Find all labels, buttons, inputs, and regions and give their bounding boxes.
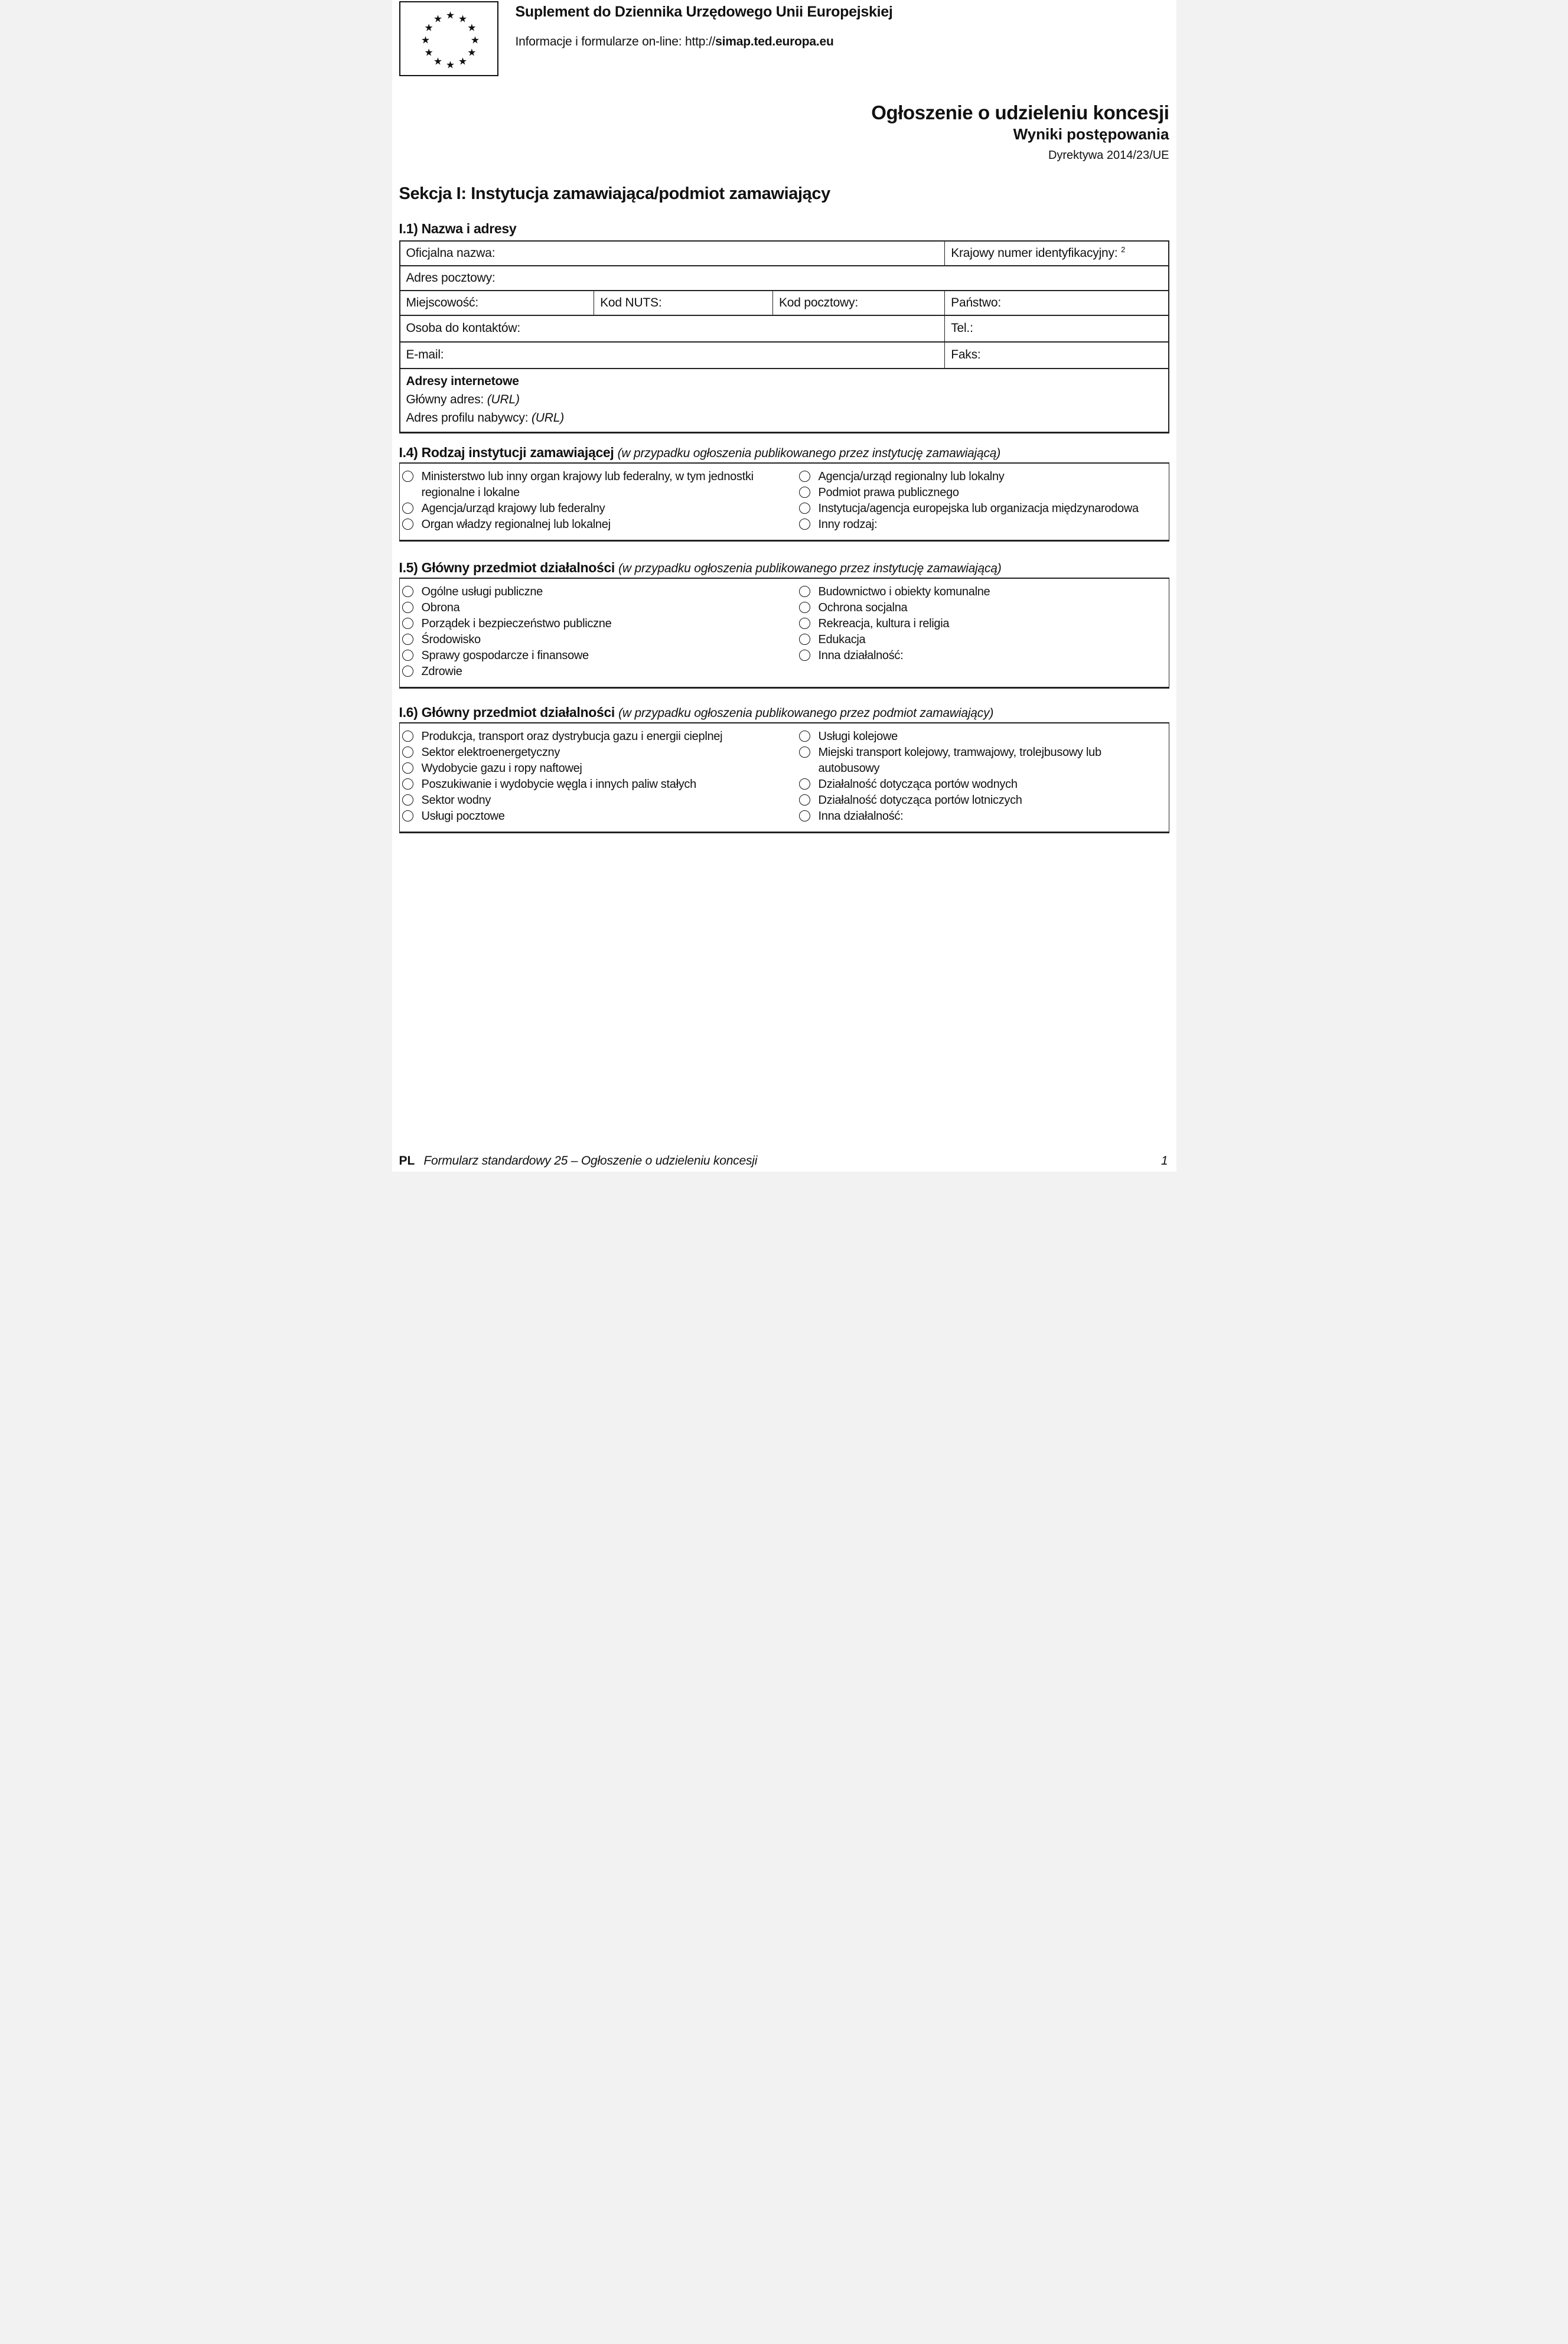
radio-button-icon[interactable]	[402, 794, 413, 806]
radio-button-icon[interactable]	[402, 778, 413, 790]
radio-option	[402, 632, 799, 648]
star-icon: ★	[470, 34, 480, 46]
radio-option	[402, 600, 799, 616]
radio-option	[799, 616, 1164, 632]
radio-option-label: Inna działalność:	[818, 809, 904, 823]
radio-option	[799, 501, 1164, 517]
field-contact-person	[400, 316, 945, 341]
radio-option-label: Sektor elektroenergetyczny	[421, 745, 560, 759]
postal-address-label: Adres pocztowy:	[406, 270, 495, 285]
radio-option-label: Agencja/urząd krajowy lub federalny	[421, 501, 605, 515]
buyer-profile-line	[406, 411, 1168, 425]
eu-flag-logo	[399, 1, 498, 76]
radio-option	[799, 632, 1164, 648]
nuts-code-label: Kod NUTS:	[600, 295, 662, 309]
star-icon: ★	[445, 59, 455, 71]
telephone-label: Tel.:	[951, 321, 973, 335]
i5-heading: I.5) Główny przedmiot działalności (w przypadku ogłoszenia publikowanego przez instytucję zamawiającą)	[399, 559, 1002, 575]
table-row	[400, 315, 1168, 341]
radio-option-label: Obrona	[421, 601, 460, 614]
table-row	[400, 265, 1168, 290]
online-info-line	[516, 35, 893, 49]
field-nuts-code	[594, 291, 772, 315]
radio-button-icon[interactable]	[402, 471, 413, 482]
field-postal-address	[400, 266, 1168, 290]
table-row	[400, 290, 1168, 315]
table-row	[400, 368, 1168, 432]
radio-option-label: Działalność dotycząca portów lotniczych	[818, 793, 1022, 807]
radio-option	[799, 729, 1164, 745]
i6-options-box	[399, 722, 1169, 833]
radio-option-label: Agencja/urząd regionalny lub lokalny	[818, 470, 1005, 483]
radio-button-icon[interactable]	[799, 602, 810, 613]
radio-option	[799, 777, 1164, 793]
i4-right-column	[799, 469, 1164, 533]
form-page	[392, 0, 1176, 1172]
buyer-profile-label: Adres profilu nabywcy:	[406, 410, 529, 425]
field-national-id	[944, 242, 1168, 265]
radio-option-label: Produkcja, transport oraz dystrybucja gazu i energii cieplnej	[421, 729, 723, 743]
radio-option-label: Edukacja	[818, 633, 866, 646]
online-info-label: Informacje i formularze on-line: http://	[515, 35, 716, 48]
directive-reference: Dyrektywa 2014/23/UE	[1048, 148, 1169, 162]
radio-button-icon[interactable]	[402, 762, 413, 774]
radio-option	[799, 745, 1164, 777]
radio-option	[402, 793, 799, 808]
star-icon: ★	[420, 34, 431, 46]
radio-option-label: Instytucja/agencja europejska lub organizacja międzynarodowa	[818, 501, 1139, 515]
star-icon: ★	[424, 47, 433, 58]
radio-option-label: Miejski transport kolejowy, tramwajowy, trolejbusowy lub autobusowy	[818, 745, 1101, 775]
star-icon: ★	[424, 22, 433, 34]
radio-button-icon[interactable]	[799, 487, 810, 498]
radio-option-label: Środowisko	[421, 633, 481, 646]
radio-option-label: Inny rodzaj:	[818, 517, 878, 531]
radio-option	[799, 584, 1164, 600]
i5-heading-note: (w przypadku ogłoszenia publikowanego przez instytucję zamawiającą)	[618, 561, 1002, 575]
radio-button-icon[interactable]	[799, 503, 810, 514]
radio-option	[402, 517, 799, 533]
fax-label: Faks:	[951, 348, 981, 362]
field-telephone	[944, 316, 1168, 341]
radio-button-icon[interactable]	[402, 666, 413, 677]
radio-button-icon[interactable]	[799, 519, 810, 530]
radio-option	[799, 808, 1164, 824]
radio-option-label: Sektor wodny	[421, 793, 491, 807]
radio-button-icon[interactable]	[799, 586, 810, 597]
radio-button-icon[interactable]	[402, 650, 413, 661]
country-label: Państwo:	[951, 295, 1001, 309]
internet-addresses-heading: Adresy internetowe	[406, 374, 519, 388]
main-address-label: Główny adres:	[406, 392, 484, 406]
radio-option-label: Porządek i bezpieczeństwo publiczne	[421, 617, 612, 630]
page-header	[399, 0, 1169, 76]
radio-button-icon[interactable]	[402, 731, 413, 742]
i4-heading-note: (w przypadku ogłoszenia publikowanego przez instytucję zamawiającą)	[617, 446, 1001, 460]
radio-button-icon[interactable]	[402, 810, 413, 821]
main-address-line	[406, 393, 1168, 407]
radio-button-icon[interactable]	[799, 650, 810, 661]
i6-heading-note: (w przypadku ogłoszenia publikowanego przez podmiot zamawiający)	[618, 706, 994, 720]
star-icon: ★	[433, 13, 443, 25]
radio-button-icon[interactable]	[402, 634, 413, 645]
official-name-label: Oficjalna nazwa:	[406, 246, 495, 260]
contact-person-label: Osoba do kontaktów:	[406, 321, 520, 335]
notice-subtitle: Wyniki postępowania	[1013, 125, 1169, 144]
radio-button-icon[interactable]	[402, 586, 413, 597]
i5-options-box	[399, 578, 1169, 689]
radio-option-label: Ogólne usługi publiczne	[421, 585, 543, 598]
simap-url[interactable]: simap.ted.europa.eu	[715, 35, 834, 48]
postal-code-label: Kod pocztowy:	[778, 295, 858, 309]
page-footer	[399, 1154, 1168, 1168]
buyer-profile-url-placeholder: (URL)	[532, 410, 565, 425]
star-icon: ★	[445, 9, 455, 21]
section1-heading: Sekcja I: Instytucja zamawiająca/podmiot zamawiający	[399, 184, 830, 203]
radio-option-label: Poszukiwanie i wydobycie węgla i innych paliw stałych	[421, 777, 696, 791]
radio-option	[402, 616, 799, 632]
radio-button-icon[interactable]	[799, 810, 810, 821]
star-icon: ★	[433, 56, 443, 67]
radio-button-icon[interactable]	[799, 778, 810, 790]
field-fax	[944, 343, 1168, 368]
i4-heading: I.4) Rodzaj instytucji zamawiającej (w przypadku ogłoszenia publikowanego przez instytucję zamawiającą)	[399, 444, 1001, 460]
radio-option	[799, 793, 1164, 808]
radio-option-label: Usługi kolejowe	[818, 729, 898, 743]
footer-form-title: Formularz standardowy 25 – Ogłoszenie o udzieleniu koncesji	[423, 1154, 758, 1168]
i5-right-column	[799, 584, 1164, 680]
radio-button-icon[interactable]	[799, 634, 810, 645]
radio-option-label: Usługi pocztowe	[421, 809, 505, 823]
notice-title: Ogłoszenie o udzieleniu koncesji	[871, 102, 1169, 123]
radio-option	[799, 517, 1164, 533]
email-label: E-mail:	[406, 348, 444, 362]
radio-option-label: Zdrowie	[421, 664, 462, 678]
language-code: PL	[399, 1154, 415, 1168]
radio-button-icon[interactable]	[799, 746, 810, 758]
radio-button-icon[interactable]	[402, 746, 413, 758]
i5-left-column	[402, 584, 799, 680]
star-icon: ★	[467, 47, 477, 58]
radio-button-icon[interactable]	[799, 731, 810, 742]
field-postal-code	[772, 291, 944, 315]
radio-option-label: Budownictwo i obiekty komunalne	[818, 585, 990, 598]
radio-option	[799, 648, 1164, 664]
footnote-2-marker: 2	[1121, 244, 1126, 254]
i6-right-column	[799, 729, 1164, 824]
star-icon: ★	[467, 22, 477, 34]
radio-option	[799, 485, 1164, 501]
radio-button-icon[interactable]	[402, 503, 413, 514]
radio-option-label: Podmiot prawa publicznego	[818, 485, 959, 499]
header-text	[516, 1, 893, 76]
radio-option	[402, 777, 799, 793]
field-email	[400, 343, 945, 368]
notice-title-block	[399, 102, 1169, 162]
radio-option	[402, 501, 799, 517]
radio-option-label: Ochrona socjalna	[818, 601, 908, 614]
i6-left-column	[402, 729, 799, 824]
radio-button-icon[interactable]	[799, 471, 810, 482]
i4-left-column	[402, 469, 799, 533]
radio-option	[402, 761, 799, 777]
page-number: 1	[1160, 1154, 1168, 1168]
star-icon: ★	[458, 56, 468, 67]
main-address-url-placeholder: (URL)	[487, 392, 520, 406]
star-icon: ★	[458, 13, 468, 25]
radio-button-icon[interactable]	[799, 618, 810, 629]
i1-heading: I.1) Nazwa i adresy	[399, 220, 517, 236]
radio-option	[402, 729, 799, 745]
radio-button-icon[interactable]	[402, 618, 413, 629]
radio-option-label: Rekreacja, kultura i religia	[818, 617, 950, 630]
radio-option	[402, 648, 799, 664]
radio-option-label: Sprawy gospodarcze i finansowe	[421, 648, 589, 662]
table-row	[400, 242, 1168, 265]
radio-option-label: Ministerstwo lub inny organ krajowy lub federalny, w tym jednostki regionalne i lokalne	[421, 470, 754, 499]
radio-option-label: Wydobycie gazu i ropy naftowej	[421, 761, 582, 775]
i6-heading: I.6) Główny przedmiot działalności (w przypadku ogłoszenia publikowanego przez podmiot zamawiający)	[399, 704, 994, 720]
radio-button-icon[interactable]	[402, 602, 413, 613]
i1-address-table	[399, 240, 1169, 433]
field-country	[944, 291, 1168, 315]
internet-addresses-block	[400, 369, 1168, 432]
radio-option-label: Organ władzy regionalnej lub lokalnej	[421, 517, 611, 531]
table-row	[400, 341, 1168, 368]
journal-title: Suplement do Dziennika Urzędowego Unii Europejskiej	[515, 4, 893, 20]
radio-button-icon[interactable]	[402, 519, 413, 530]
national-id-label: Krajowy numer identyfikacyjny: $^2$	[951, 244, 1126, 260]
radio-option	[402, 664, 799, 680]
radio-option	[402, 469, 799, 501]
i4-options-box	[399, 462, 1169, 542]
radio-button-icon[interactable]	[799, 794, 810, 806]
radio-option	[799, 469, 1164, 485]
radio-option-label: Inna działalność:	[818, 648, 904, 662]
radio-option	[799, 600, 1164, 616]
radio-option	[402, 584, 799, 600]
radio-option	[402, 808, 799, 824]
radio-option	[402, 745, 799, 761]
radio-option-label: Działalność dotycząca portów wodnych	[818, 777, 1018, 791]
field-official-name	[400, 242, 945, 265]
town-label: Miejscowość:	[406, 295, 478, 309]
field-town	[400, 291, 594, 315]
